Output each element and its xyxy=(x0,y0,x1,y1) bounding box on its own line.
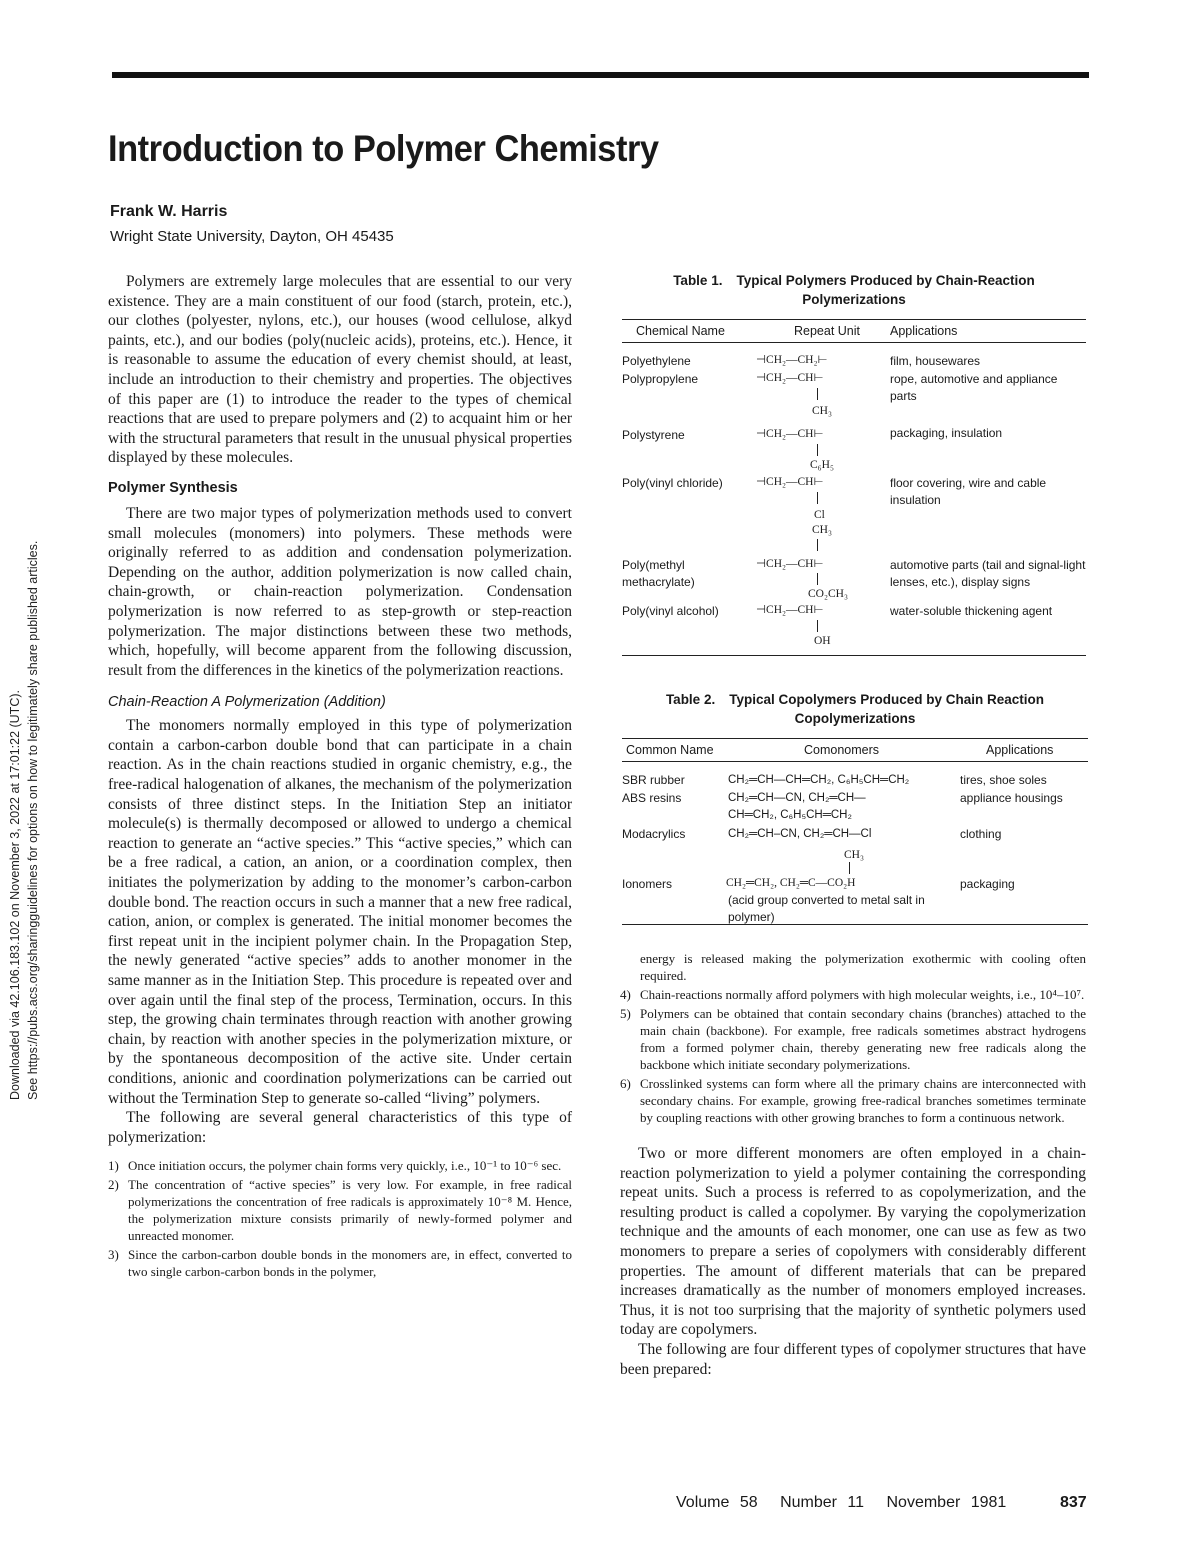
list-item: 4) Chain-reactions normally afford polymers with high molecular weights, i.e., 10⁴–10⁷. xyxy=(620,987,1085,1002)
table-row: ABS resins CH₂═CH—CN, CH₂═CH—CH═CH₂, C₆H₅CH═CH₂ appliance housings xyxy=(622,791,1063,821)
col-header-name: Common Name xyxy=(626,743,714,757)
author-name: Frank W. Harris xyxy=(110,203,228,220)
col-header-unit: Repeat Unit xyxy=(794,324,861,338)
header-rule xyxy=(112,72,1089,78)
col-header-app: Applications xyxy=(986,743,1054,757)
page-number: 837 xyxy=(1060,1494,1087,1511)
table-rule xyxy=(622,761,1088,762)
table-row: Modacrylics CH₂═CH–CN, CH₂═CH—Cl clothing xyxy=(622,827,1002,841)
journal-footer xyxy=(676,1494,1006,1512)
section-heading-synthesis: Polymer Synthesis xyxy=(108,479,238,496)
table-2-header xyxy=(622,739,1088,761)
col-header-name: Chemical Name xyxy=(636,324,725,338)
table-row: Polyethylene ⊣CH₂—CH₂⊢ film, housewares xyxy=(622,354,981,368)
footer-volume: Volume 58 xyxy=(676,1494,758,1511)
characteristics-list-left xyxy=(108,1157,572,1280)
table-1 xyxy=(622,271,1086,656)
list-item-continuation: energy is released making the polymerization exothermic with cooling often required. xyxy=(640,951,1086,983)
table-1-caption: Table 1. Typical Polymers Produced by Chain-Reaction Polymerizations xyxy=(673,273,1035,307)
right-column xyxy=(620,950,1086,1379)
col-header-comonomers: Comonomers xyxy=(804,743,880,757)
characteristics-list-right xyxy=(620,986,1086,1126)
author-affiliation: Wright State University, Dayton, OH 45435 xyxy=(110,228,394,245)
table-row: SBR rubber CH₂═CH—CH═CH₂, C₆H₅CH═CH₂ tires, shoe soles xyxy=(622,773,1047,787)
chain-paragraph-1: The monomers normally employed in this type of polymerization contain a carbon-carbon double bond that can participate in a chain reaction. As in the chain reactions studied in organic chemistry, e.g., the free-radical halogenation of alkanes, the mechanism of the polymerization consists of three distinct steps. In the Initiation Step an initiator molecule(s) is thermally decomposed or allowed to undergo a chemical reaction to generate an “active species.” This “active species,” which can be a free radical, a cation, an anion, or a coordination complex, then initiates the polymerization by adding to the monomer’s carbon-carbon double bond. The reaction occurs in such a manner that a new free radical, cation, anion, or complex is generated. The initial monomer becomes the first repeat unit in the incipient polymer chain. In the Propagation Step, the newly generated “active species” adds to another monomer in the same manner as in the Initiation Step. This procedure is repeated over and over again until the final step of the process, Termination, occurs. In this step, the growing chain terminates through reaction with another growing chain, by reaction with another species in the polymerization mixture, or by the spontaneous decomposition of the active site. Under certain conditions, anionic and coordination polymerizations can be carried out without the Termination Step to generate so-called “living” polymers. xyxy=(108,717,572,1107)
list-item: 6) Crosslinked systems can form where all the primary chains are interconnected with secondary chains. For example, growing free-radical branches sometimes terminate by coupling reactions with other growing branches to form a continuous network. xyxy=(620,1076,1086,1125)
list-item: 5) Polymers can be obtained that contain secondary chains (branches) attached to the main chain (backbone). For example, free radicals sometimes abstract hydrogens from a formed polymer chain, thereby generating new free radicals along the backbone which initiate secondary polymerizations. xyxy=(620,1006,1086,1072)
table-rule xyxy=(622,342,1086,343)
list-item: 3) Since the carbon-carbon double bonds in the monomers are, in effect, converted to two single carbon-carbon bonds in the polymer, xyxy=(108,1247,572,1280)
table-row: CH₃ Poly(methyl methacrylate) ⊣CH₂—CH⊢ CO₂CH₃ automotive parts (tail and signal-light lenses, etc.), display signs xyxy=(622,524,1086,600)
table-row: CH₃ Ionomers CH₂═CH₂, CH₂═C—CO₂H (acid group converted to metal salt in polymer) packaging xyxy=(622,849,1015,924)
table-2-caption: Table 2. Typical Copolymers Produced by Chain Reaction Copolymerizations xyxy=(665,692,1045,726)
footer-number: Number 11 xyxy=(780,1494,865,1511)
download-notice xyxy=(6,400,42,1100)
chain-paragraph-2: The following are several general characteristics of this type of polymerization: xyxy=(108,1109,572,1146)
subsection-heading-chain: Chain-Reaction A Polymerization (Addition) xyxy=(108,694,386,711)
download-notice-line1: Downloaded via 42.106.183.102 on November 3, 2022 at 17:01:22 (UTC). xyxy=(8,690,22,1100)
intro-paragraph: Polymers are extremely large molecules that are essential to our very existence. They are a main constituent of our food (starch, protein, etc.), our clothes (polyester, nylons, etc.), our houses (wood cellulose, alkyd paints, etc.), and our bodies (poly(nucleic acids), proteins, etc.). Hence, it is reasonable to assume the education of every chemist should, at least, include an introduction to their chemistry and properties. The objectives of this paper are (1) to introduce the reader to the types of chemical reactions that are used to prepare polymers and (2) to acquaint him or her with the structural parameters that result in the unusual physical properties displayed by these molecules. xyxy=(108,273,572,467)
copolymer-paragraph-1: Two or more different monomers are often employed in a chain-reaction polymerization to yield a polymer containing the corresponding repeat units. Such a process is referred to as copolymerization, and the resulting product is called a copolymer. By varying the copolymerization technique and the amounts of each monomer, one can use as few as two monomers to prepare a series of copolymers with considerably different properties. The amount of different materials that can be prepared increases dramatically as the number of monomers employed increases. Thus, it is not too surprising that the majority of synthetic polymers used today are copolymers. xyxy=(620,1145,1086,1339)
table-row: Poly(vinyl chloride) ⊣CH₂—CH⊢ Cl floor covering, wire and cable insulation xyxy=(622,476,1047,521)
table-row: Polypropylene ⊣CH₂—CH⊢ CH₃ rope, automotive and appliance parts xyxy=(622,372,1058,417)
table-rule xyxy=(622,655,1086,656)
footer-date: November 1981 xyxy=(886,1494,1007,1511)
table-1-header xyxy=(622,320,1086,342)
left-column xyxy=(108,272,572,1282)
article-title: Introduction to Polymer Chemistry xyxy=(108,128,659,169)
list-item: 1) Once initiation occurs, the polymer chain forms very quickly, i.e., 10⁻¹ to 10⁻⁶ sec. xyxy=(108,1158,562,1174)
list-item: 2) The concentration of “active species” is very low. For example, in free radical polymerizations the concentration of free radicals is approximately 10⁻⁸ M. Hence, the polymerization mixture consists primarily of newly-formed polymer and unreacted monomer. xyxy=(108,1177,572,1244)
col-header-app: Applications xyxy=(890,324,958,338)
download-notice-line2[interactable]: See https://pubs.acs.org/sharingguidelines for options on how to legitimately share published articles. xyxy=(26,540,40,1100)
table-row: Poly(vinyl alcohol) ⊣CH₂—CH⊢ OH water-soluble thickening agent xyxy=(622,604,1053,647)
copolymer-paragraph-2: The following are four different types of copolymer structures that have been prepared: xyxy=(620,1340,1086,1378)
table-2 xyxy=(622,690,1088,925)
synthesis-paragraph: There are two major types of polymerization methods used to convert small molecules (monomers) into polymers. These methods were originally referred to as addition and condensation polymerization. Depending on the author, addition polymerization is now called chain, chain-growth, or chain-reaction polymerization. Condensation polymerization is now referred to as step-growth or step-reaction polymerization. The major distinctions between these two methods, which, hopefully, will become apparent from the following discussion, result from the differences in the kinetics of the polymerization reactions. xyxy=(108,504,572,679)
table-row: Polystyrene ⊣CH₂—CH⊢ C₆H₅ packaging, insulation xyxy=(622,426,1003,471)
